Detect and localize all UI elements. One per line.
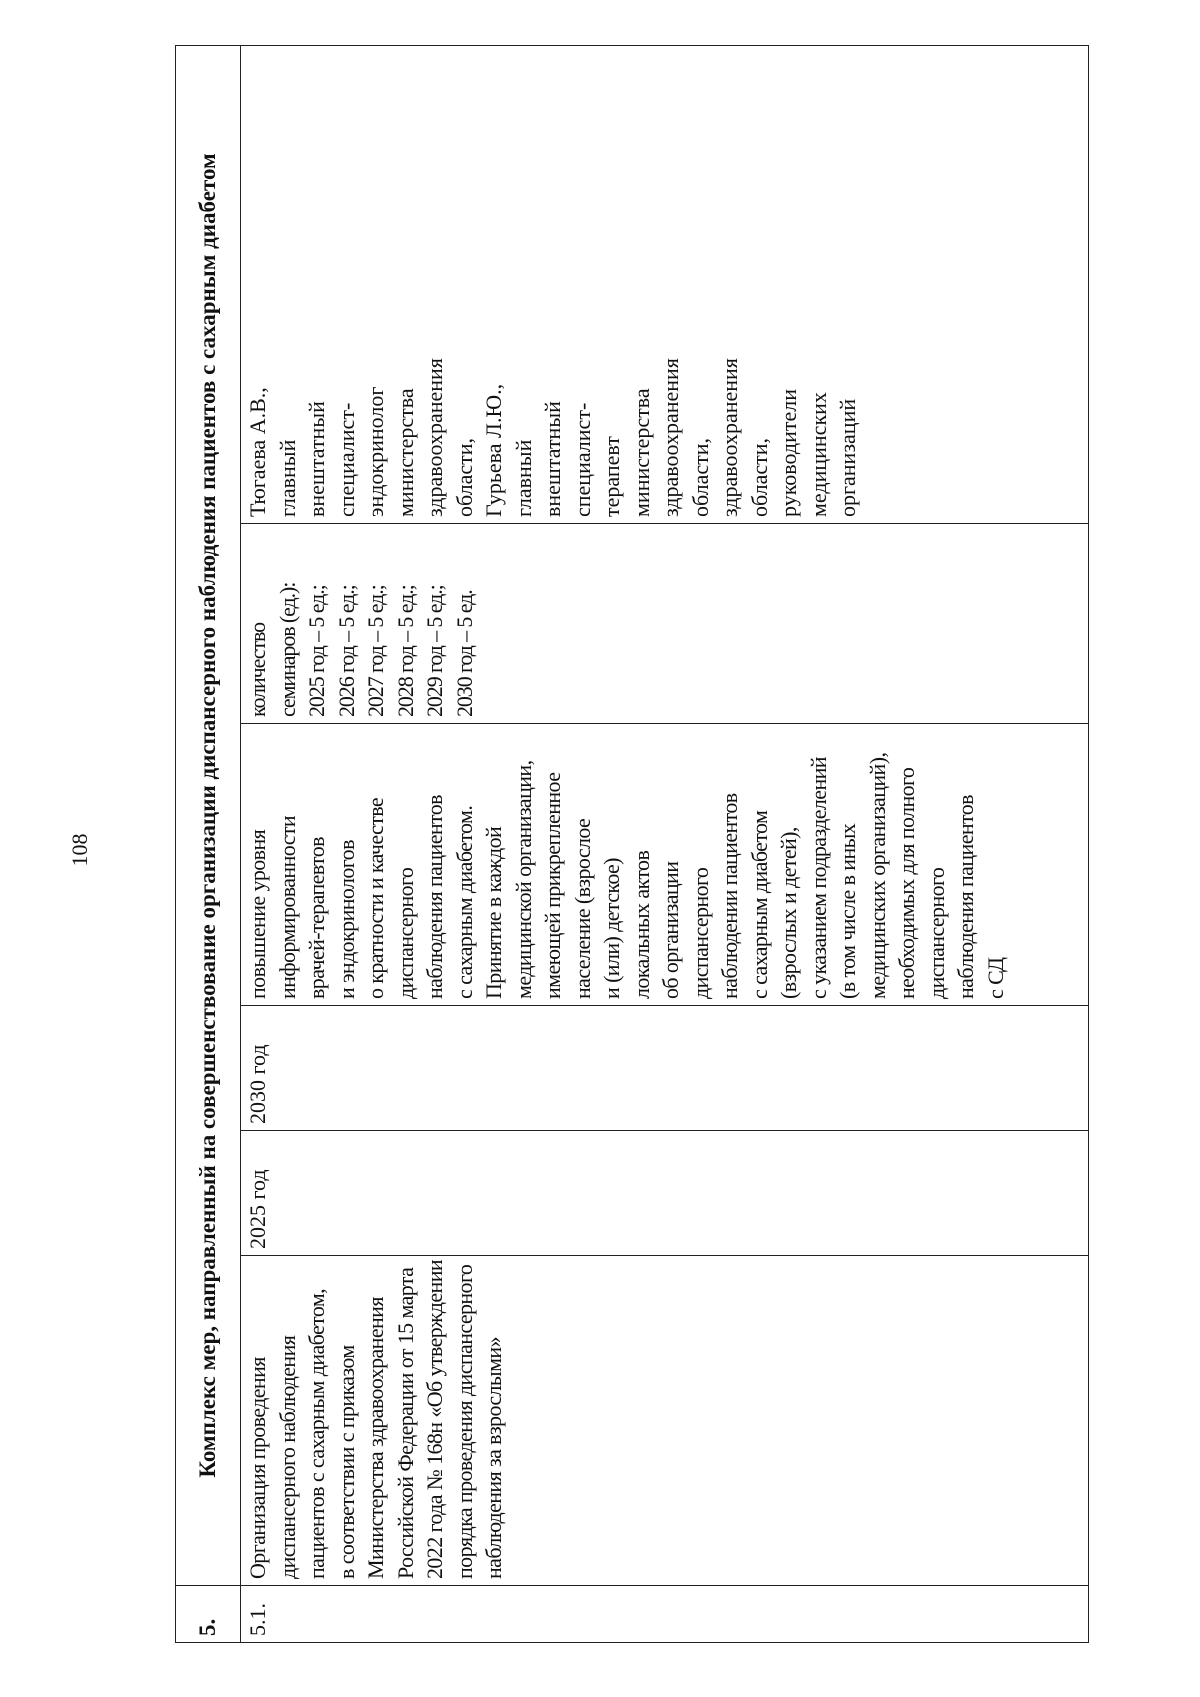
section-number: 5. [176, 1586, 241, 1643]
text-line: информированности [274, 815, 300, 999]
row-number: 5.1. [241, 1586, 1089, 1643]
text-line: 2022 года № 168н «Об утверждении [422, 1259, 447, 1579]
text-line: количество [245, 622, 270, 717]
text-line: медицинских [805, 392, 831, 517]
text-line: специалист- [569, 402, 595, 517]
text-line: и (или) детское) [599, 858, 624, 999]
text-line: министерства [628, 388, 654, 517]
text-line: 2027 год – 5 ед.; [363, 585, 388, 717]
end-date-cell: 2030 год [241, 1006, 1089, 1131]
text-line: семинаров (ед.): [274, 582, 300, 717]
text-line: 2026 год – 5 ед.; [333, 585, 359, 717]
text-line: Организация проведения [245, 1357, 270, 1579]
text-line: с СД [982, 957, 1008, 999]
text-line: Министерства здравоохранения [363, 1297, 388, 1579]
text-line: Принятие в каждой [481, 826, 506, 999]
indicator-cell [241, 524, 1089, 724]
text-line: медицинских организаций), [864, 752, 890, 999]
text-line: с указанием подразделений [805, 757, 831, 999]
text-line: эндокринолог [363, 386, 388, 517]
text-line: здравоохранения [717, 358, 742, 517]
text-line: наблюдения за взрослыми» [481, 1336, 506, 1579]
text-line: организаций [835, 398, 860, 517]
text-line: с сахарным диабетом. [451, 805, 477, 999]
text-line: население (взрослое [569, 818, 595, 999]
text-line: внештатный [540, 401, 565, 517]
text-line: здравоохранения [658, 358, 683, 517]
text-line: министерства [392, 388, 418, 517]
text-line: диспансерного [687, 867, 713, 999]
responsible-cell [241, 45, 1089, 523]
text-line: об организации [658, 861, 683, 999]
section-header-row [176, 45, 241, 1642]
text-line: главный [510, 439, 536, 517]
text-line: о кратности и качестве [363, 797, 388, 999]
text-line: главный [274, 439, 300, 517]
text-line: пациентов с сахарным диабетом, [304, 1288, 329, 1579]
text-line: здравоохранения [422, 358, 447, 517]
section-title: Комплекс мер, направленный на совершенствование организации диспансерного наблюдения пациентов с сахарным диабетом [176, 45, 241, 1585]
text-line: наблюдения пациентов [953, 795, 978, 999]
text-line: медицинской организации, [510, 760, 536, 999]
text-line: области, [687, 437, 713, 517]
page-number-text: 108 [67, 833, 92, 867]
text-line: 2025 год – 5 ед.; [304, 585, 329, 717]
text-line: (взрослых и детей), [776, 827, 801, 999]
text-line: врачей-терапевтов [304, 837, 329, 999]
text-line: 2030 год – 5 ед. [451, 590, 477, 717]
result-cell [241, 724, 1089, 1006]
text-line: диспансерного [392, 867, 418, 999]
text-line: области, [746, 437, 772, 517]
text-line: 2029 год – 5 ед.; [422, 585, 447, 717]
text-line: с сахарным диабетом [746, 810, 772, 999]
text-line: локальных актов [628, 850, 654, 999]
text-line: (в том числе в иных [835, 823, 860, 999]
text-line: терапевт [599, 436, 624, 517]
text-line: Тюгаева А.В., [245, 387, 270, 517]
text-line: порядка проведения диспансерного [451, 1264, 477, 1579]
text-line: специалист- [333, 402, 359, 517]
measures-table [175, 45, 1089, 1643]
table-row [241, 45, 1089, 1642]
text-line: руководители [776, 389, 801, 517]
event-cell [241, 1256, 1089, 1586]
text-line: в соответствии с приказом [333, 1345, 359, 1579]
text-line: диспансерного наблюдения [274, 1335, 300, 1579]
text-line: 2028 год – 5 ед.; [392, 585, 418, 717]
text-line: Российской Федерации от 15 марта [392, 1267, 418, 1579]
text-line: наблюдении пациентов [717, 793, 742, 999]
rotated-page-content [175, 46, 1089, 1643]
text-line: имеющей прикрепленное [540, 772, 565, 999]
start-date-cell: 2025 год [241, 1131, 1089, 1256]
text-line: внештатный [304, 401, 329, 517]
text-line: повышение уровня [245, 829, 270, 999]
text-line: области, [451, 437, 477, 517]
text-line: Гурьева Л.Ю., [481, 383, 506, 517]
text-line: диспансерного [923, 867, 949, 999]
text-line: необходимых для полного [894, 767, 919, 999]
text-line: и эндокринологов [333, 840, 359, 999]
text-line: наблюдения пациентов [422, 795, 447, 999]
